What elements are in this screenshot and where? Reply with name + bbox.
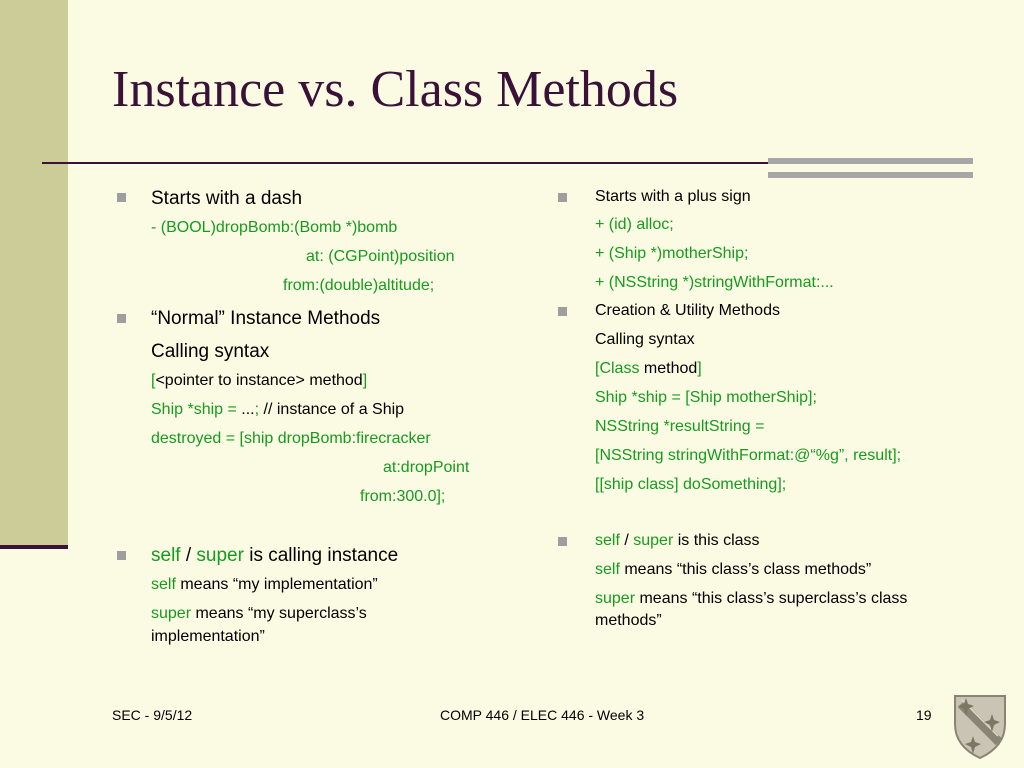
left-self-means: self means “my implementation”: [151, 576, 378, 593]
right-super-means: super means “this class’s superclass’s class: [595, 590, 908, 607]
left-code-line: from:(double)altitude;: [283, 277, 435, 294]
left-code-line: - (BOOL)dropBomb:(Bomb *)bomb: [151, 219, 398, 236]
bullet-square-icon: [558, 307, 567, 316]
left-destroyed-line: destroyed = [ship dropBomb:firecracker: [151, 430, 431, 447]
right-code-line: + (Ship *)motherShip;: [595, 245, 749, 262]
sidebar-band: [0, 0, 68, 548]
footer-center: COMP 446 / ELEC 446 - Week 3: [440, 707, 645, 723]
footer-left: SEC - 9/5/12: [112, 707, 193, 723]
page-number: 19: [916, 707, 932, 723]
left-destroyed-line: at:dropPoint: [383, 459, 470, 476]
right-bullet-creation: Creation & Utility Methods: [595, 302, 780, 319]
decorative-bars: [768, 158, 973, 178]
left-code-line: at: (CGPoint)position: [306, 248, 455, 265]
left-bullet-dash: Starts with a dash: [151, 188, 303, 209]
left-ship-line: Ship *ship = ...; // instance of a Ship: [151, 401, 405, 418]
bullet-square-icon: [117, 551, 126, 560]
right-self-means: self means “this class’s class methods”: [595, 561, 872, 578]
right-code-line: Ship *ship = [Ship motherShip];: [595, 389, 817, 406]
left-destroyed-line: from:300.0];: [360, 488, 446, 505]
rice-university-shield-icon: [953, 694, 1007, 760]
right-code-line: NSString *resultString =: [595, 418, 765, 435]
left-super-means-cont: implementation”: [151, 628, 265, 645]
left-bullet-normal: “Normal” Instance Methods: [151, 308, 381, 329]
bullet-square-icon: [117, 193, 126, 202]
sidebar-rule: [0, 545, 68, 549]
bullet-square-icon: [117, 314, 126, 323]
left-calling-syntax: Calling syntax: [151, 341, 270, 362]
right-code-line: [NSString stringWithFormat:@“%g”, result];: [595, 447, 902, 464]
right-syntax-line: [Class method]: [595, 360, 702, 377]
right-code-line: + (NSString *)stringWithFormat:...: [595, 274, 834, 291]
right-code-line: [[ship class] doSomething];: [595, 476, 787, 493]
right-bullet-self-super: self / super is this class: [595, 532, 760, 549]
left-super-means: super means “my superclass’s: [151, 605, 367, 622]
bullet-square-icon: [558, 193, 567, 202]
right-calling-syntax: Calling syntax: [595, 331, 695, 348]
slide-title: Instance vs. Class Methods: [112, 61, 679, 118]
bullet-square-icon: [558, 537, 567, 546]
right-super-means-cont: methods”: [595, 612, 662, 629]
right-code-line: + (id) alloc;: [595, 216, 674, 233]
left-bullet-self-super: self / super is calling instance: [151, 545, 399, 566]
left-syntax-line: [<pointer to instance> method]: [151, 372, 368, 389]
right-bullet-plus: Starts with a plus sign: [595, 188, 751, 205]
